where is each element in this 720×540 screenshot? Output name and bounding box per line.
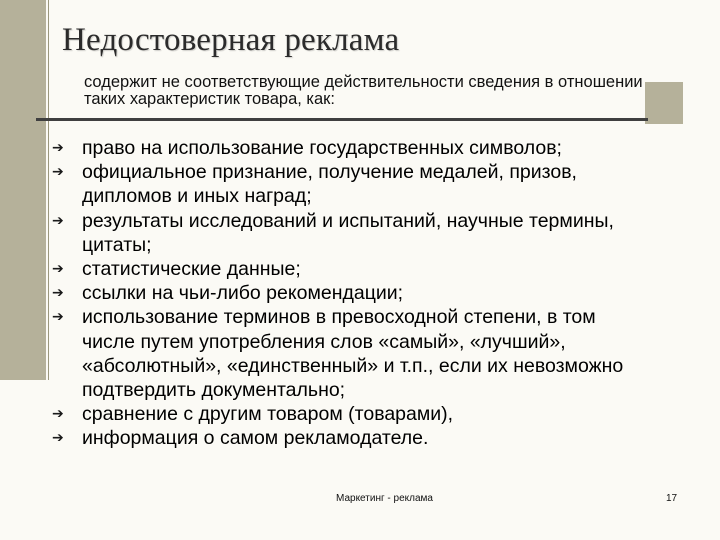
- bullet-item: [52, 136, 712, 160]
- bullet-item: [52, 209, 712, 257]
- subtitle-line: содержит не соответствующие действительности сведения в отношении: [84, 73, 643, 91]
- bullet-item: [52, 305, 712, 402]
- bullet-text-line: право на использование государственных символов;: [82, 137, 562, 159]
- page-number: 17: [666, 493, 678, 504]
- arrow-bullet-icon: ➔: [52, 406, 64, 423]
- arrow-bullet-icon: ➔: [52, 309, 64, 326]
- arrow-bullet-icon: ➔: [52, 140, 64, 156]
- bullet-text-line: числе путем употребления слов «самый», «лучший»,: [82, 330, 566, 353]
- slide-subtitle: [84, 74, 644, 108]
- footer-text: Маркетинг - реклама: [336, 493, 433, 504]
- arrow-bullet-icon: ➔: [52, 430, 64, 447]
- bullet-text-line: подтвердить документально;: [82, 379, 346, 402]
- bullet-text-line: официальное признание, получение медалей, призов,: [82, 161, 577, 184]
- bullet-list: [52, 136, 712, 451]
- decorative-side-bar: [0, 0, 46, 380]
- bullet-text-line: сравнение с другим товаром (товарами),: [82, 403, 454, 426]
- bullet-text-line: результаты исследований и испытаний, научные термины,: [82, 209, 614, 232]
- title-divider: [36, 118, 648, 121]
- subtitle-line: таких характеристик товара, как:: [84, 90, 335, 108]
- bullet-item: [52, 160, 712, 208]
- bullet-text-line: цитаты;: [82, 233, 152, 256]
- arrow-bullet-icon: ➔: [52, 212, 64, 229]
- bullet-item: [52, 426, 712, 450]
- bullet-item: [52, 281, 712, 305]
- arrow-bullet-icon: ➔: [52, 285, 64, 302]
- slide-title: Недостоверная реклама: [62, 22, 400, 58]
- bullet-text-line: статистические данные;: [82, 258, 301, 281]
- bullet-text-line: информация о самом рекламодателе.: [82, 427, 429, 450]
- bullet-text-line: дипломов и иных наград;: [82, 185, 312, 208]
- decorative-accent-box: [645, 82, 683, 124]
- bullet-text-line: использование терминов в превосходной степени, в том: [82, 306, 596, 329]
- bullet-item: [52, 257, 712, 281]
- bullet-text-line: ссылки на чьи-либо рекомендации;: [82, 282, 404, 305]
- bullet-text-line: «абсолютный», «единственный» и т.п., если их невозможно: [82, 354, 624, 377]
- arrow-bullet-icon: ➔: [52, 164, 64, 181]
- arrow-bullet-icon: ➔: [52, 261, 64, 278]
- decorative-side-line: [48, 0, 49, 380]
- bullet-item: [52, 402, 712, 426]
